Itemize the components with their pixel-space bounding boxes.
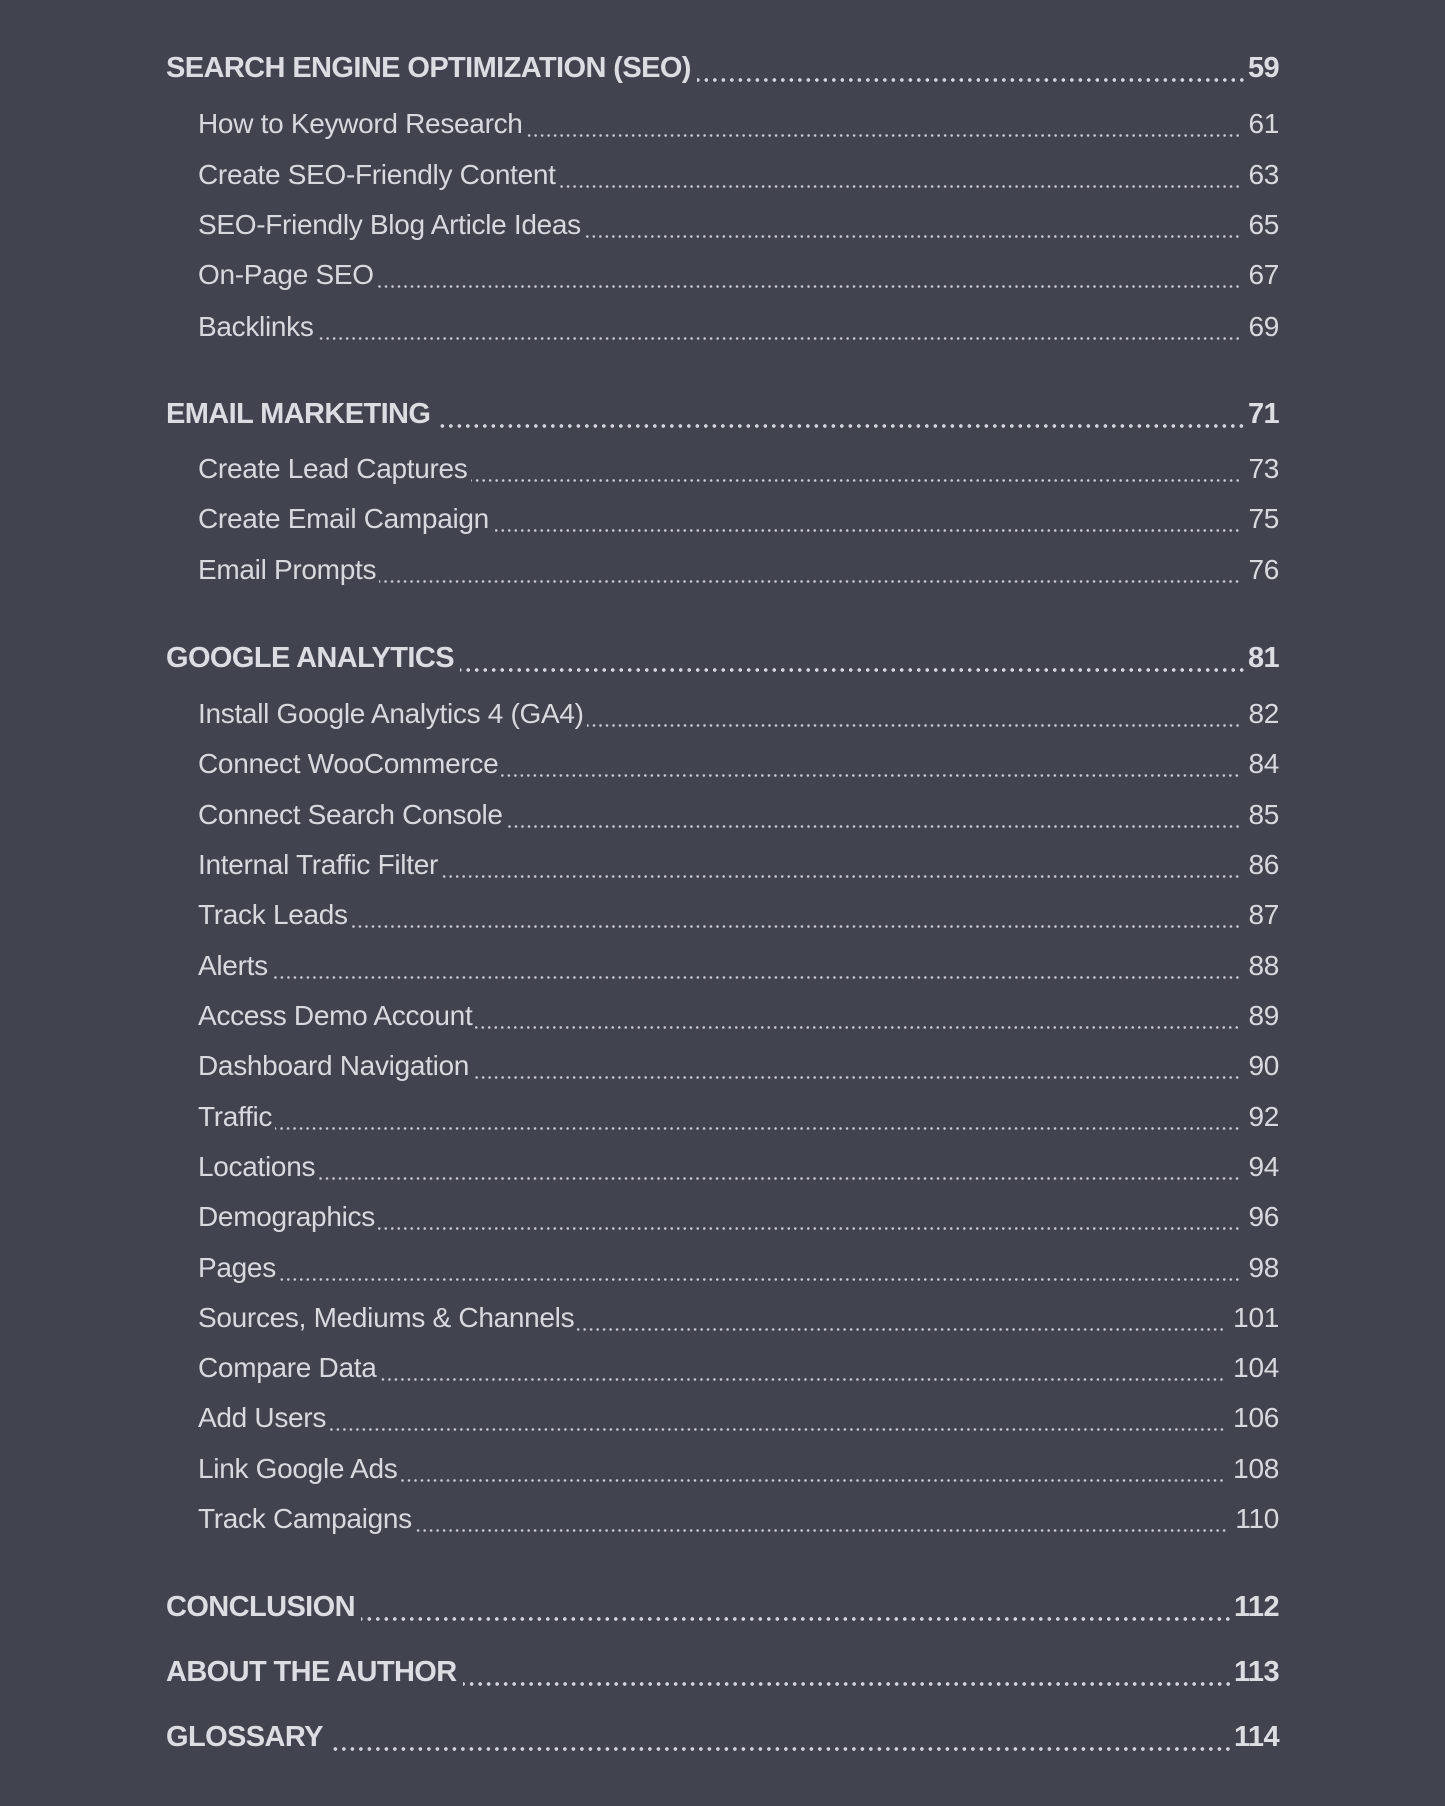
toc-heading-title: CONCLUSION bbox=[166, 1591, 355, 1623]
toc-item[interactable] bbox=[198, 556, 1279, 584]
toc-page-number: 87 bbox=[1248, 899, 1279, 930]
dot-leader bbox=[318, 1177, 1240, 1180]
dot-leader bbox=[317, 337, 1241, 340]
dot-leader bbox=[436, 424, 1246, 428]
dot-leader bbox=[584, 235, 1241, 238]
toc-heading-title: ABOUT THE AUTHOR bbox=[166, 1656, 457, 1688]
toc-item-title: Pages bbox=[198, 1252, 276, 1283]
toc-page-number: 63 bbox=[1248, 159, 1279, 190]
toc-item-title: How to Keyword Research bbox=[198, 108, 523, 139]
toc-heading-google-analytics[interactable] bbox=[166, 643, 1279, 673]
toc-page-number: 75 bbox=[1248, 503, 1279, 534]
toc-page-number: 69 bbox=[1248, 311, 1279, 342]
toc-heading-conclusion[interactable] bbox=[166, 1592, 1279, 1622]
dot-leader bbox=[400, 1479, 1225, 1482]
toc-heading-about-the-author[interactable] bbox=[166, 1657, 1279, 1687]
dot-leader bbox=[460, 668, 1246, 672]
dot-leader bbox=[271, 976, 1241, 979]
toc-item-title: SEO-Friendly Blog Article Ideas bbox=[198, 209, 581, 240]
toc-item[interactable] bbox=[198, 1254, 1279, 1282]
dot-leader bbox=[415, 1529, 1227, 1532]
toc-item-title: Traffic bbox=[198, 1101, 273, 1132]
toc-item[interactable] bbox=[198, 801, 1279, 829]
toc-page-number: 94 bbox=[1248, 1151, 1279, 1182]
toc-item-title: Create Email Campaign bbox=[198, 503, 489, 534]
toc-item-title: Create SEO-Friendly Content bbox=[198, 159, 556, 190]
toc-item[interactable] bbox=[198, 1153, 1279, 1181]
toc-item-title: Add Users bbox=[198, 1402, 327, 1433]
toc-heading-title: GOOGLE ANALYTICS bbox=[166, 642, 454, 674]
dot-leader bbox=[697, 78, 1246, 82]
toc-page-number: 92 bbox=[1248, 1101, 1279, 1132]
toc-item[interactable] bbox=[198, 505, 1279, 533]
toc-page-number: 114 bbox=[1234, 1721, 1279, 1753]
toc-page-number: 76 bbox=[1248, 554, 1279, 585]
dot-leader bbox=[506, 825, 1241, 828]
toc-item[interactable] bbox=[198, 1002, 1279, 1030]
toc-page-number: 65 bbox=[1248, 209, 1279, 240]
toc-item[interactable] bbox=[198, 313, 1279, 341]
dot-leader bbox=[587, 724, 1241, 727]
toc-item[interactable] bbox=[198, 1505, 1279, 1533]
toc-item-title: On-Page SEO bbox=[198, 259, 374, 290]
toc-heading-email-marketing[interactable] bbox=[166, 399, 1279, 429]
dot-leader bbox=[329, 1428, 1225, 1431]
toc-item[interactable] bbox=[198, 161, 1279, 189]
toc-item-title: Demographics bbox=[198, 1201, 375, 1232]
dot-leader bbox=[441, 875, 1240, 878]
dot-leader bbox=[463, 1682, 1232, 1686]
dot-leader bbox=[378, 1227, 1241, 1230]
toc-page-number: 98 bbox=[1248, 1252, 1279, 1283]
dot-leader bbox=[577, 1328, 1225, 1331]
toc-item[interactable] bbox=[198, 1103, 1279, 1131]
toc-item[interactable] bbox=[198, 1304, 1279, 1332]
dot-leader bbox=[526, 134, 1241, 137]
toc-page-number: 89 bbox=[1248, 1000, 1279, 1031]
toc-item[interactable] bbox=[198, 455, 1279, 483]
dot-leader bbox=[379, 580, 1240, 583]
toc-heading-title: EMAIL MARKETING bbox=[166, 398, 431, 430]
toc-page-number: 82 bbox=[1248, 698, 1279, 729]
dot-leader bbox=[279, 1278, 1241, 1281]
toc-page-number: 101 bbox=[1233, 1302, 1279, 1333]
toc-item[interactable] bbox=[198, 211, 1279, 239]
toc-item-title: Install Google Analytics 4 (GA4) bbox=[198, 698, 584, 729]
toc-item-title: Track Leads bbox=[198, 899, 348, 930]
toc-page-number: 86 bbox=[1248, 849, 1279, 880]
toc-page-number: 59 bbox=[1247, 52, 1279, 84]
toc-item-title: Internal Traffic Filter bbox=[198, 849, 439, 880]
toc-item-title: Track Campaigns bbox=[198, 1503, 412, 1534]
toc-item-title: Alerts bbox=[198, 950, 268, 981]
toc-item-title: Dashboard Navigation bbox=[198, 1050, 470, 1081]
toc-heading-seo[interactable] bbox=[166, 53, 1279, 83]
toc-heading-title: SEARCH ENGINE OPTIMIZATION (SEO) bbox=[166, 52, 691, 84]
toc-item-title: Email Prompts bbox=[198, 554, 377, 585]
toc-item[interactable] bbox=[198, 901, 1279, 929]
toc-item[interactable] bbox=[198, 750, 1279, 778]
dot-leader bbox=[472, 1076, 1240, 1079]
toc-item[interactable] bbox=[198, 700, 1279, 728]
toc-page-number: 96 bbox=[1248, 1201, 1279, 1232]
toc-page-number: 108 bbox=[1233, 1453, 1279, 1484]
toc-heading-title: GLOSSARY bbox=[166, 1721, 323, 1753]
dot-leader bbox=[377, 285, 1241, 288]
toc-page-number: 81 bbox=[1247, 642, 1279, 674]
toc-page-number: 67 bbox=[1248, 259, 1279, 290]
toc-item[interactable] bbox=[198, 1203, 1279, 1231]
toc-page-number: 61 bbox=[1248, 108, 1279, 139]
dot-leader bbox=[361, 1617, 1232, 1621]
toc-item-title: Connect Search Console bbox=[198, 799, 503, 830]
toc-page-number: 73 bbox=[1248, 453, 1279, 484]
dot-leader bbox=[329, 1747, 1232, 1751]
toc-item[interactable] bbox=[198, 1455, 1279, 1483]
toc-item-title: Sources, Mediums & Channels bbox=[198, 1302, 575, 1333]
toc-page-number: 104 bbox=[1233, 1352, 1279, 1383]
dot-leader bbox=[559, 185, 1241, 188]
dot-leader bbox=[501, 774, 1240, 777]
toc-page-number: 113 bbox=[1234, 1656, 1279, 1688]
toc-item[interactable] bbox=[198, 1354, 1279, 1382]
toc-page-number: 106 bbox=[1233, 1402, 1279, 1433]
toc-item[interactable] bbox=[198, 851, 1279, 879]
toc-page-number: 90 bbox=[1248, 1050, 1279, 1081]
toc-item-title: Access Demo Account bbox=[198, 1000, 473, 1031]
toc-page-number: 110 bbox=[1235, 1503, 1279, 1534]
toc-item[interactable] bbox=[198, 952, 1279, 980]
toc-page-number: 112 bbox=[1234, 1591, 1279, 1623]
toc-heading-glossary[interactable] bbox=[166, 1722, 1279, 1752]
toc-item-title: Compare Data bbox=[198, 1352, 377, 1383]
toc-page-number: 88 bbox=[1248, 950, 1279, 981]
toc-item-title: Link Google Ads bbox=[198, 1453, 398, 1484]
toc-item-title: Connect WooCommerce bbox=[198, 748, 499, 779]
dot-leader bbox=[471, 479, 1241, 482]
dot-leader bbox=[275, 1127, 1240, 1130]
toc-page-number: 71 bbox=[1247, 398, 1279, 430]
toc-item[interactable] bbox=[198, 1404, 1279, 1432]
dot-leader bbox=[379, 1378, 1225, 1381]
toc-page-number: 84 bbox=[1248, 748, 1279, 779]
toc-item-title: Create Lead Captures bbox=[198, 453, 468, 484]
dot-leader bbox=[475, 1026, 1240, 1029]
toc-item[interactable] bbox=[198, 110, 1279, 138]
toc-item-title: Backlinks bbox=[198, 311, 314, 342]
toc-page-number: 85 bbox=[1248, 799, 1279, 830]
toc-item-title: Locations bbox=[198, 1151, 316, 1182]
dot-leader bbox=[492, 529, 1241, 532]
toc-item[interactable] bbox=[198, 261, 1279, 289]
dot-leader bbox=[351, 925, 1241, 928]
toc-item[interactable] bbox=[198, 1052, 1279, 1080]
